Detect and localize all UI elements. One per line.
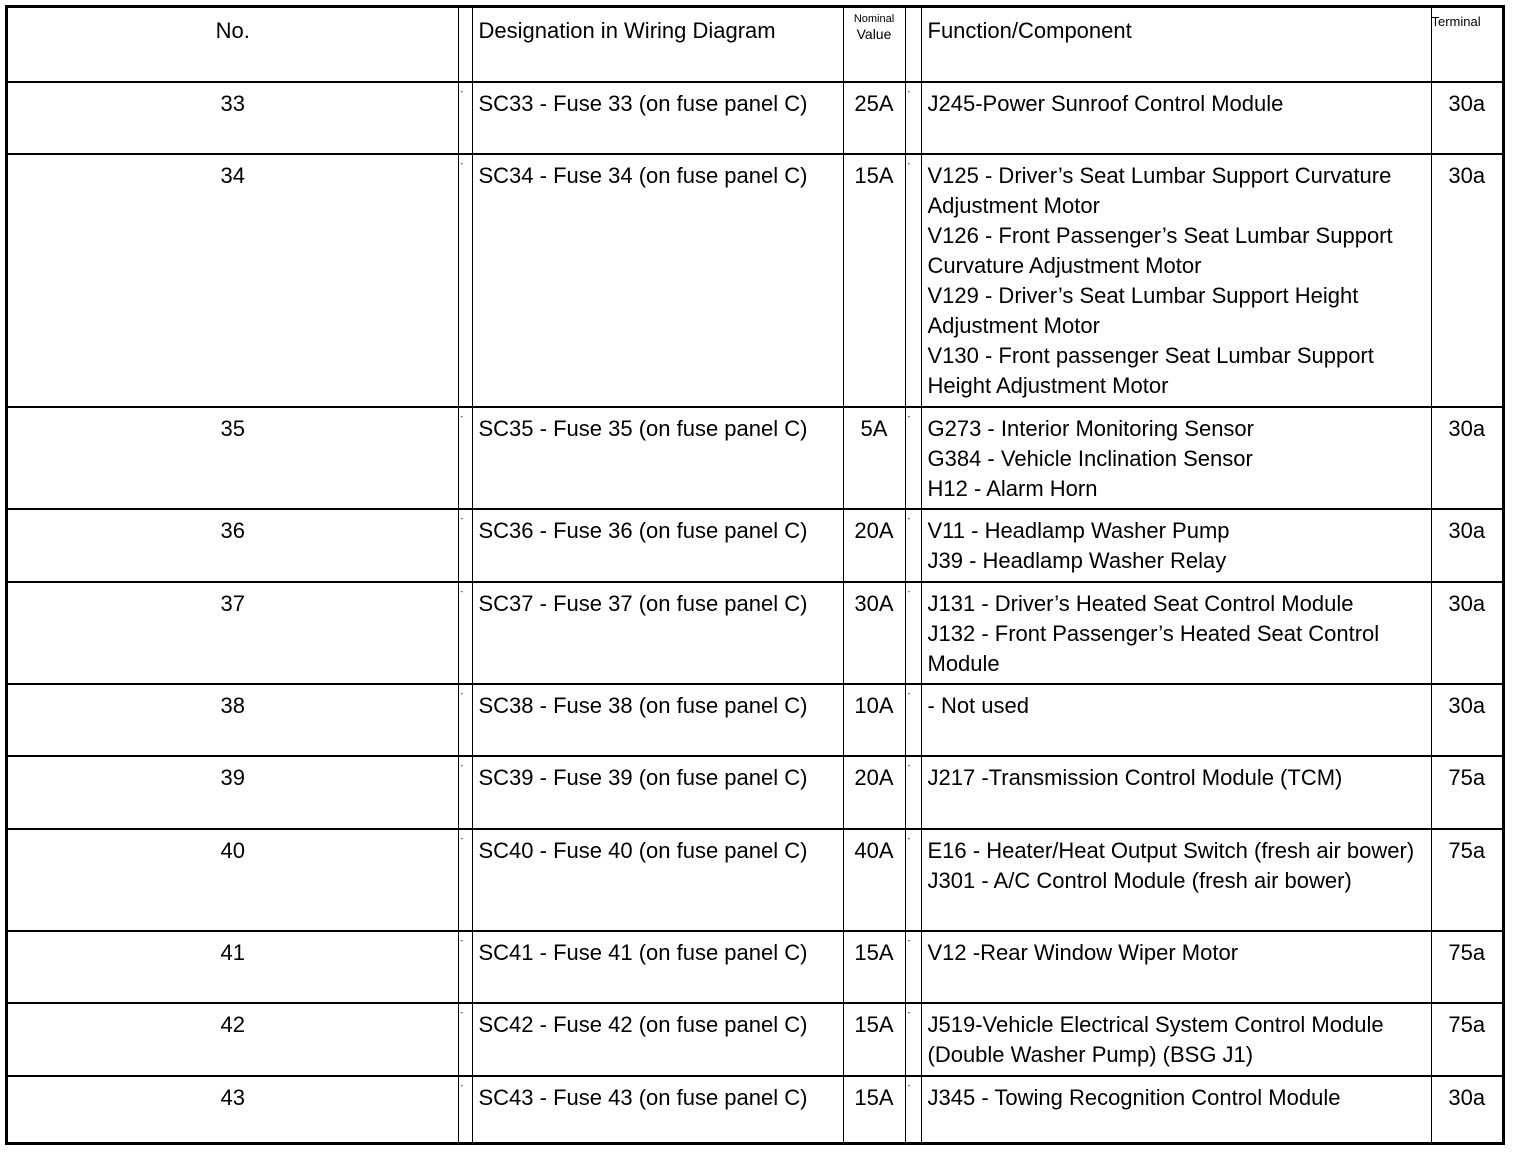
- function-line: J132 - Front Passenger’s Heated Seat Control Module: [927, 621, 1380, 676]
- cell-function: [921, 1076, 1431, 1145]
- cell-marker: -: [458, 1076, 472, 1145]
- cell-terminal: 30a: [1431, 407, 1502, 509]
- function-line: V11 - Headlamp Washer Pump: [927, 518, 1230, 543]
- cell-terminal: 30a: [1431, 509, 1502, 582]
- cell-marker: -: [905, 407, 921, 509]
- cell-function: [921, 407, 1431, 509]
- cell-terminal: 75a: [1431, 756, 1502, 829]
- cell-marker: -: [905, 82, 921, 154]
- table-row: [8, 1076, 1502, 1145]
- cell-marker: -: [458, 756, 472, 829]
- cell-no: 42: [8, 1003, 458, 1076]
- table-row: [8, 582, 1502, 684]
- cell-terminal: 30a: [1431, 582, 1502, 684]
- header-terminal: Terminal: [1431, 8, 1502, 82]
- cell-function: [921, 509, 1431, 582]
- function-line: V125 - Driver’s Seat Lumbar Support Curvature Adjustment Motor: [927, 163, 1392, 218]
- cell-marker: -: [458, 407, 472, 509]
- cell-nominal-value: 30A: [843, 582, 905, 684]
- cell-designation: SC33 - Fuse 33 (on fuse panel C): [472, 82, 843, 154]
- cell-marker: -: [905, 931, 921, 1003]
- function-line: E16 - Heater/Heat Output Switch (fresh air bower): [927, 838, 1415, 863]
- header-nominal-value: [843, 8, 905, 82]
- function-line: V130 - Front passenger Seat Lumbar Support Height Adjustment Motor: [927, 343, 1374, 398]
- cell-nominal-value: 20A: [843, 509, 905, 582]
- cell-marker: -: [905, 829, 921, 931]
- function-line: G384 - Vehicle Inclination Sensor: [927, 446, 1253, 471]
- table-row: [8, 1003, 1502, 1076]
- cell-nominal-value: 15A: [843, 1076, 905, 1145]
- header-no: No.: [8, 8, 458, 82]
- cell-terminal: 75a: [1431, 1003, 1502, 1076]
- table-row: [8, 829, 1502, 931]
- function-line: J245-Power Sunroof Control Module: [927, 91, 1284, 116]
- function-line: J301 - A/C Control Module (fresh air bower): [927, 868, 1352, 893]
- function-line: V126 - Front Passenger’s Seat Lumbar Support Curvature Adjustment Motor: [927, 223, 1393, 278]
- cell-terminal: 30a: [1431, 154, 1502, 407]
- cell-no: 37: [8, 582, 458, 684]
- cell-marker: -: [905, 509, 921, 582]
- header-nominal-bottom: Value: [856, 26, 892, 42]
- cell-marker: -: [458, 582, 472, 684]
- cell-designation: SC39 - Fuse 39 (on fuse panel C): [472, 756, 843, 829]
- header-spacer: [905, 8, 921, 82]
- cell-marker: -: [905, 684, 921, 756]
- header-designation: Designation in Wiring Diagram: [472, 8, 843, 82]
- cell-nominal-value: 5A: [843, 407, 905, 509]
- cell-no: 34: [8, 154, 458, 407]
- cell-designation: SC43 - Fuse 43 (on fuse panel C): [472, 1076, 843, 1145]
- cell-no: 33: [8, 82, 458, 154]
- cell-marker: -: [458, 684, 472, 756]
- cell-terminal: 30a: [1431, 684, 1502, 756]
- cell-no: 43: [8, 1076, 458, 1145]
- cell-designation: SC37 - Fuse 37 (on fuse panel C): [472, 582, 843, 684]
- cell-marker: -: [458, 509, 472, 582]
- cell-nominal-value: 15A: [843, 154, 905, 407]
- cell-nominal-value: 15A: [843, 1003, 905, 1076]
- function-line: J217 -Transmission Control Module (TCM): [927, 765, 1343, 790]
- cell-function: [921, 582, 1431, 684]
- header-nominal-top: Nominal: [853, 13, 895, 25]
- function-line: J345 - Towing Recognition Control Module: [927, 1085, 1341, 1110]
- cell-nominal-value: 10A: [843, 684, 905, 756]
- cell-designation: SC38 - Fuse 38 (on fuse panel C): [472, 684, 843, 756]
- cell-terminal: 30a: [1431, 82, 1502, 154]
- cell-designation: SC36 - Fuse 36 (on fuse panel C): [472, 509, 843, 582]
- cell-function: [921, 82, 1431, 154]
- table-row: [8, 407, 1502, 509]
- cell-designation: SC42 - Fuse 42 (on fuse panel C): [472, 1003, 843, 1076]
- cell-designation: SC40 - Fuse 40 (on fuse panel C): [472, 829, 843, 931]
- cell-marker: -: [458, 154, 472, 407]
- table-row: [8, 154, 1502, 407]
- cell-designation: SC35 - Fuse 35 (on fuse panel C): [472, 407, 843, 509]
- cell-nominal-value: 20A: [843, 756, 905, 829]
- cell-marker: -: [905, 1003, 921, 1076]
- table-row: [8, 684, 1502, 756]
- header-spacer: [458, 8, 472, 82]
- cell-function: [921, 154, 1431, 407]
- header-function: Function/Component: [921, 8, 1431, 82]
- cell-terminal: 75a: [1431, 829, 1502, 931]
- function-line: J519-Vehicle Electrical System Control Module (Double Washer Pump) (BSG J1): [927, 1012, 1384, 1067]
- cell-nominal-value: 15A: [843, 931, 905, 1003]
- cell-marker: -: [905, 1076, 921, 1145]
- fuse-table-sheet: [5, 5, 1505, 1145]
- cell-terminal: 30a: [1431, 1076, 1502, 1145]
- function-line: G273 - Interior Monitoring Sensor: [927, 416, 1254, 441]
- function-line: J131 - Driver’s Heated Seat Control Module: [927, 591, 1354, 616]
- cell-function: [921, 1003, 1431, 1076]
- cell-marker: -: [458, 829, 472, 931]
- cell-no: 35: [8, 407, 458, 509]
- function-line: V12 -Rear Window Wiper Motor: [927, 940, 1239, 965]
- function-line: V129 - Driver’s Seat Lumbar Support Height Adjustment Motor: [927, 283, 1359, 338]
- fuse-table: [8, 8, 1502, 1145]
- cell-function: [921, 684, 1431, 756]
- cell-nominal-value: 25A: [843, 82, 905, 154]
- table-row: [8, 82, 1502, 154]
- cell-no: 39: [8, 756, 458, 829]
- cell-marker: -: [458, 1003, 472, 1076]
- cell-designation: SC41 - Fuse 41 (on fuse panel C): [472, 931, 843, 1003]
- cell-no: 40: [8, 829, 458, 931]
- cell-marker: -: [458, 931, 472, 1003]
- cell-marker: -: [905, 582, 921, 684]
- cell-no: 36: [8, 509, 458, 582]
- cell-function: [921, 829, 1431, 931]
- cell-marker: -: [905, 154, 921, 407]
- function-line: J39 - Headlamp Washer Relay: [927, 548, 1227, 573]
- cell-nominal-value: 40A: [843, 829, 905, 931]
- table-row: [8, 931, 1502, 1003]
- table-header-row: [8, 8, 1502, 82]
- cell-no: 38: [8, 684, 458, 756]
- cell-terminal: 75a: [1431, 931, 1502, 1003]
- cell-no: 41: [8, 931, 458, 1003]
- table-row: [8, 509, 1502, 582]
- cell-marker: -: [905, 756, 921, 829]
- table-row: [8, 756, 1502, 829]
- function-line: H12 - Alarm Horn: [927, 476, 1098, 501]
- cell-function: [921, 756, 1431, 829]
- function-line: - Not used: [927, 693, 1029, 718]
- cell-function: [921, 931, 1431, 1003]
- cell-marker: -: [458, 82, 472, 154]
- cell-designation: SC34 - Fuse 34 (on fuse panel C): [472, 154, 843, 407]
